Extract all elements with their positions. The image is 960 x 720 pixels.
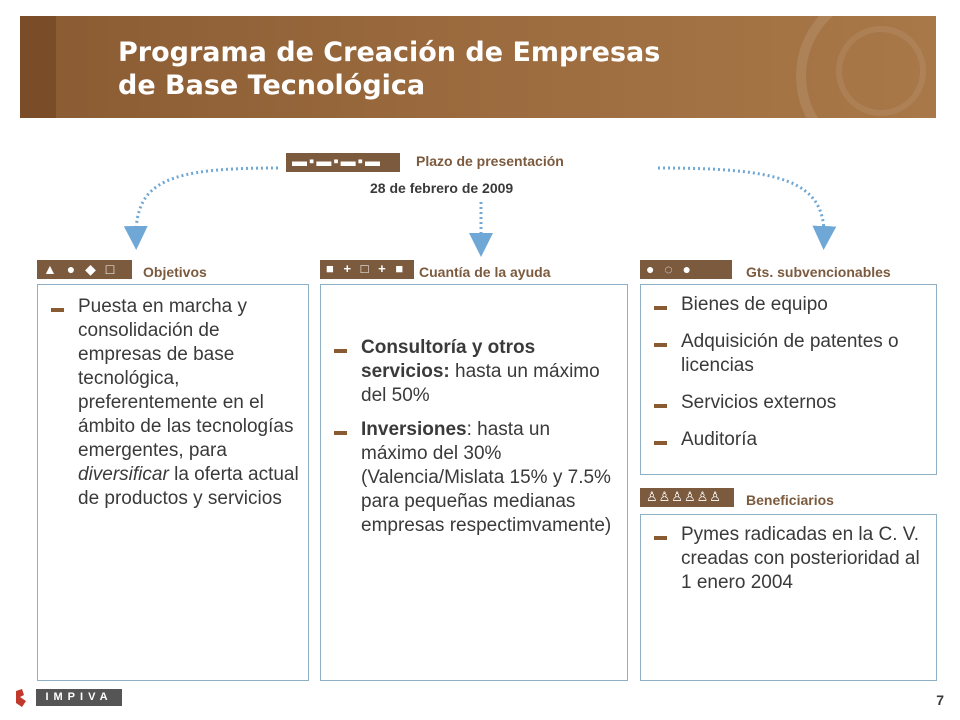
list-item	[641, 330, 934, 378]
beneficiarios-header	[640, 488, 937, 507]
gasto-text: Bienes de equipo	[681, 294, 828, 315]
gva-logo-icon	[12, 687, 34, 709]
impiva-logo: IMPIVA	[36, 689, 122, 706]
math-symbols-icon: ■ + □ + ■	[320, 260, 414, 279]
bullet-dash-icon	[334, 349, 347, 353]
circles-symbols-icon: ● ◌ ●	[640, 260, 732, 279]
list-item	[641, 391, 934, 415]
cuantia-label: Cuantía de la ayuda	[419, 264, 551, 280]
list-item	[641, 428, 934, 452]
plazo-label: Plazo de presentación	[416, 153, 564, 169]
cuantia-header	[320, 260, 628, 279]
shapes-symbols-icon: ▲ ● ◆ □	[37, 260, 132, 279]
arrow-right	[658, 168, 824, 238]
bullet-dash-icon	[654, 536, 667, 540]
gasto-text: Servicios externos	[681, 392, 837, 413]
cuantia-item-text: : hasta un máximo del 30% (Valencia/Mislata 15% y 7.5% para pequeñas medianas empresas respectimvamente)	[361, 419, 612, 536]
cuantia-item-text: hasta un máximo del 50%	[361, 361, 600, 406]
list-item	[38, 295, 302, 511]
gastos-box	[640, 284, 937, 475]
list-item	[641, 523, 930, 595]
bullet-dash-icon	[51, 308, 64, 312]
list-item	[321, 418, 619, 538]
cuantia-item-bold: Inversiones	[361, 419, 467, 440]
page-number: 7	[936, 692, 944, 708]
objetivo-text-emphasis: diversificar	[78, 464, 169, 485]
calendar-symbols-icon: ▬▪▬▪▬▪▬	[286, 153, 400, 172]
bullet-dash-icon	[654, 404, 667, 408]
beneficiarios-label: Beneficiarios	[746, 492, 834, 508]
list-item	[321, 336, 619, 408]
objetivo-text-post: la oferta actual de productos y servicios	[78, 464, 299, 509]
gasto-text: Auditoría	[681, 429, 758, 450]
beneficiario-text: Pymes radicadas en la C. V. creadas con posterioridad al 1 enero 2004	[681, 524, 920, 593]
beneficiarios-box	[640, 514, 937, 681]
people-symbols-icon: ♙♙♙♙♙♙	[640, 488, 734, 507]
arrow-left	[136, 168, 278, 238]
list-item	[641, 293, 934, 317]
objetivos-header	[37, 260, 309, 279]
bullet-dash-icon	[654, 306, 667, 310]
bullet-dash-icon	[654, 343, 667, 347]
objetivos-box	[37, 284, 309, 681]
cuantia-item-bold: Consultoría y otros servicios:	[361, 337, 536, 382]
gastos-header	[640, 260, 937, 279]
plazo-callout	[280, 149, 656, 201]
objetivo-text-pre: Puesta en marcha y consolidación de empresas de base tecnológica, preferentemente en el ámbito de las tecnologías emergentes, para	[78, 296, 294, 461]
gasto-text: Adquisición de patentes o licencias	[681, 331, 899, 376]
page-title-line1: Programa de Creación de Empresas	[118, 37, 661, 68]
page-title-line2: de Base Tecnológica	[118, 70, 426, 101]
cuantia-box	[320, 284, 628, 681]
bullet-dash-icon	[654, 441, 667, 445]
plazo-date: 28 de febrero de 2009	[370, 180, 514, 196]
gastos-label: Gts. subvencionables	[746, 264, 891, 280]
bullet-dash-icon	[334, 431, 347, 435]
objetivos-label: Objetivos	[143, 264, 207, 280]
